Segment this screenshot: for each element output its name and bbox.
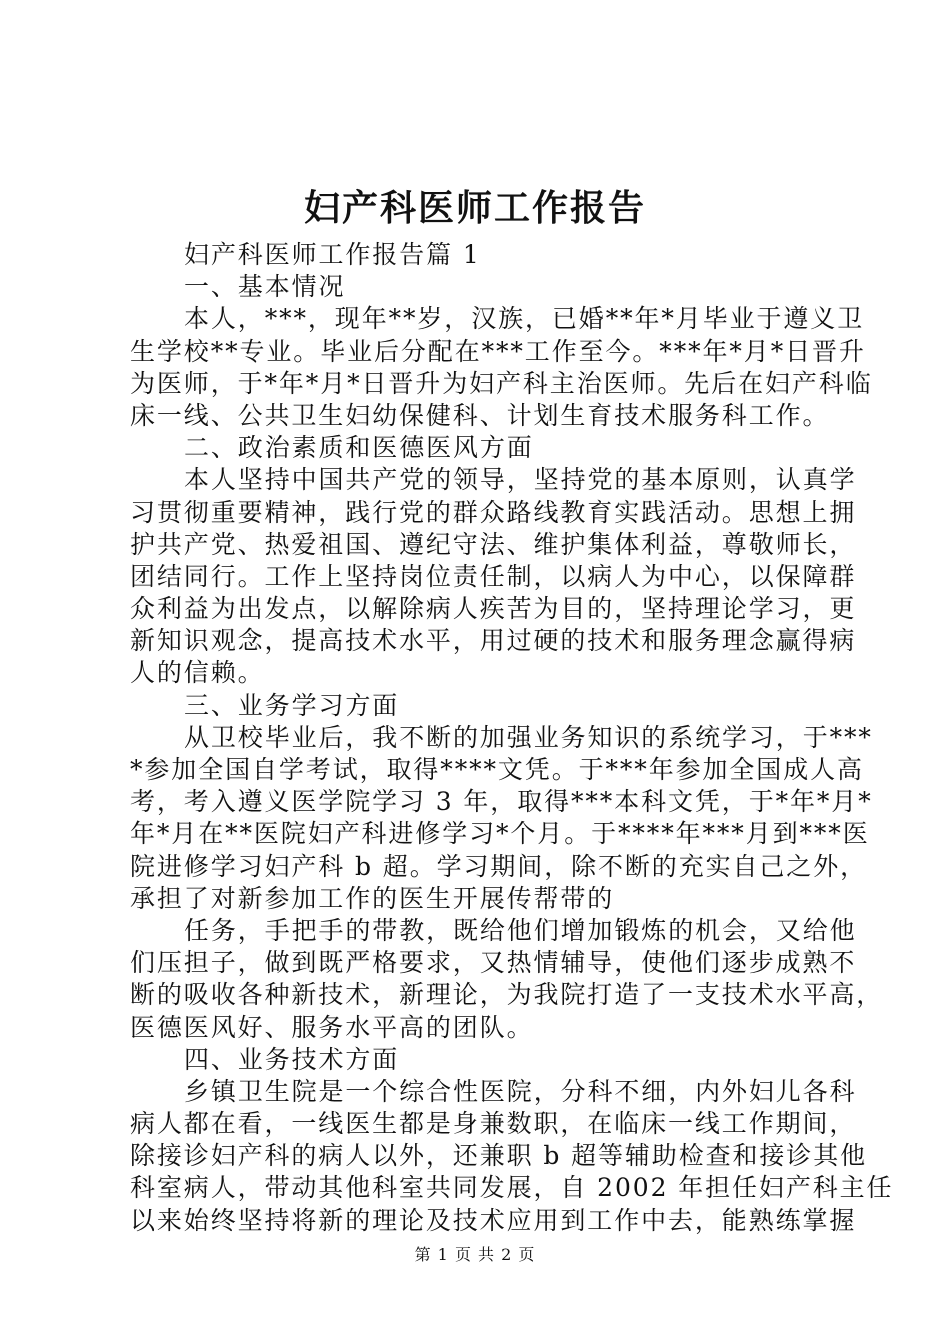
text-line: 乡镇卫生院是一个综合性医院，分科不细，内外妇儿各科 [184, 1076, 857, 1106]
text-line: 们压担子，做到既严格要求，又热情辅导，使他们逐步成熟不 [130, 948, 857, 978]
text-line: 本人坚持中国共产党的领导，坚持党的基本原则，认真学 [184, 465, 857, 495]
text-line: 团结同行。工作上坚持岗位责任制，以病人为中心，以保障群 [130, 561, 857, 591]
text-line: 年*月在**医院妇产科进修学习*个月。于****年***月到***医 [130, 819, 870, 849]
text-line: 习贯彻重要精神，践行党的群众路线教育实践活动。思想上拥 [130, 497, 857, 527]
text-line: 科室病人，带动其他科室共同发展，自 2002 年担任妇产科主任 [130, 1173, 894, 1203]
document-title: 妇产科医师工作报告 [303, 187, 646, 229]
text-line: 医德医风好、服务水平高的团队。 [130, 1012, 534, 1042]
text-line: 承担了对新参加工作的医生开展传帮带的 [130, 883, 615, 913]
text-line: 病人都在看，一线医生都是身兼数职，在临床一线工作期间， [130, 1109, 857, 1139]
text-line: 断的吸收各种新技术，新理论，为我院打造了一支技术水平高， [130, 980, 884, 1010]
text-line: 为医师，于*年*月*日晋升为妇产科主治医师。先后在妇产科临 [130, 368, 873, 398]
text-line: 床一线、公共卫生妇幼保健科、计划生育技术服务科工作。 [130, 400, 830, 430]
text-line: 一、基本情况 [184, 272, 346, 302]
text-line: 本人，***，现年**岁，汉族，已婚**年*月毕业于遵义卫 [184, 304, 865, 334]
text-line: 院进修学习妇产科 b 超。学习期间，除不断的充实自己之外， [130, 851, 867, 881]
text-line: 四、业务技术方面 [184, 1044, 400, 1074]
text-line: 生学校**专业。毕业后分配在***工作至今。***年*月*日晋升 [130, 336, 866, 366]
text-line: 三、业务学习方面 [184, 690, 400, 720]
document-body [130, 239, 894, 1237]
text-line: 众利益为出发点，以解除病人疾苦为目的，坚持理论学习，更 [130, 594, 857, 624]
text-line: 任务，手把手的带教，既给他们增加锻炼的机会，又给他 [184, 915, 857, 945]
text-line: 考，考入遵义医学院学习 3 年，取得***本科文凭，于*年*月* [130, 787, 873, 817]
text-line: 以来始终坚持将新的理论及技术应用到工作中去，能熟练掌握 [130, 1205, 857, 1235]
text-line: *参加全国自学考试，取得****文凭。于***年参加全国成人高 [130, 755, 864, 784]
text-line: 护共产党、热爱祖国、遵纪守法、维护集体利益，尊敬师长， [130, 529, 857, 559]
text-line: 新知识观念，提高技术水平，用过硬的技术和服务理念赢得病 [130, 626, 857, 656]
text-line: 二、政治素质和医德医风方面 [184, 433, 534, 463]
text-line: 人的信赖。 [130, 658, 265, 688]
page-footer: 第 1 页 共 2 页 [414, 1245, 536, 1264]
text-line: 除接诊妇产科的病人以外，还兼职 b 超等辅助检查和接诊其他 [130, 1141, 867, 1171]
text-line: 从卫校毕业后，我不断的加强业务知识的系统学习，于*** [184, 722, 873, 752]
text-line: 妇产科医师工作报告篇 1 [184, 240, 481, 269]
